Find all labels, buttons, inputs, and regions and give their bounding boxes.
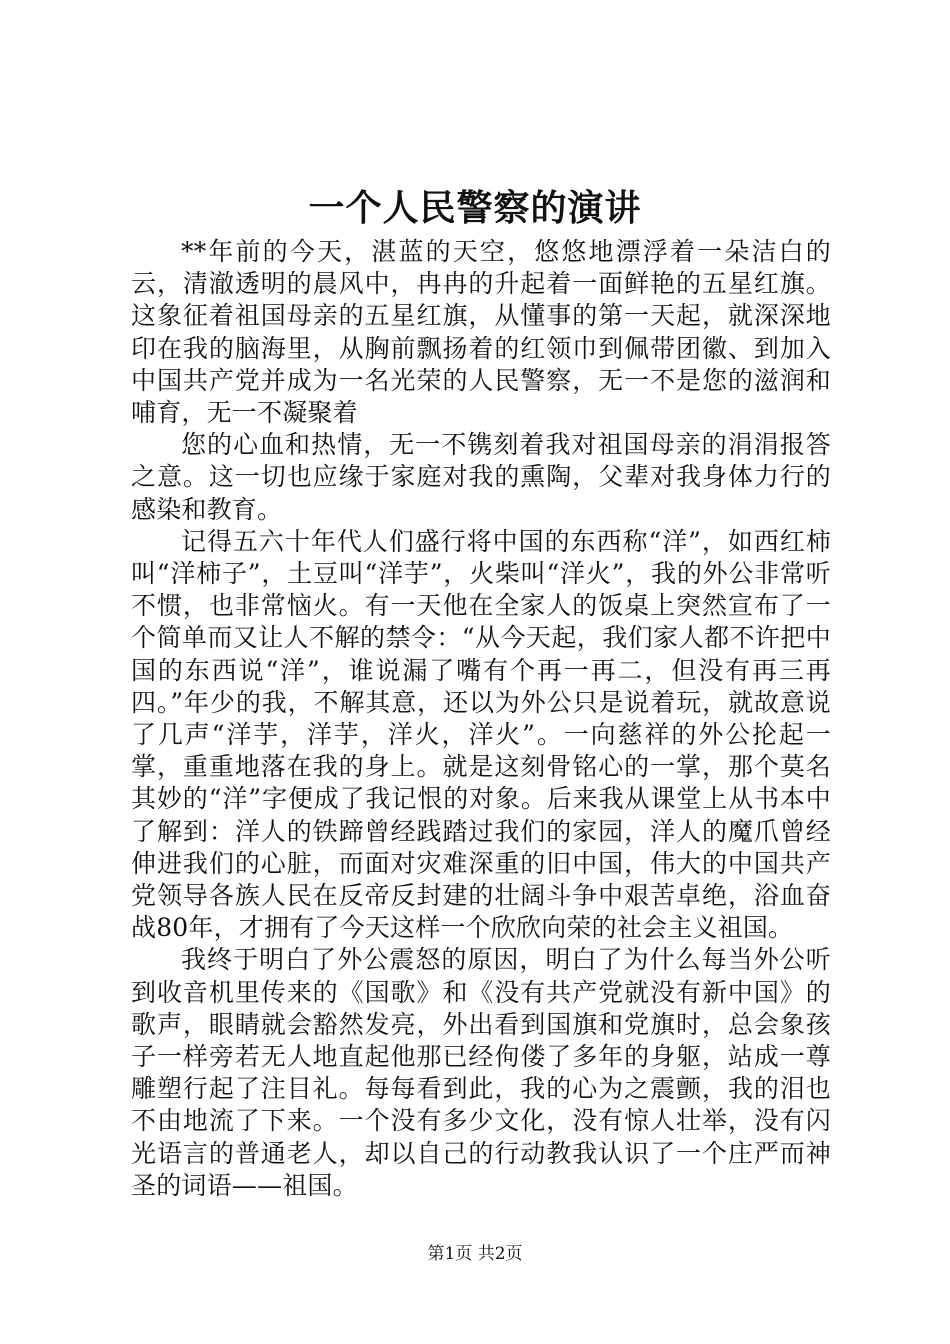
paragraph-3: 记得五六十年代人们盛行将中国的东西称“洋”，如西红柿叫“洋柿子”，土豆叫“洋芋”，火柴叫“洋火”，我的外公非常听不惯，也非常恼火。有一天他在全家人的饭桌上突然宣布了一个简单而又让人不解的禁令：“从今天起，我们家人都不许把中国的东西说“洋”，谁说漏了嘴有个再一再二，但没有再三再四。”年少的我，不解其意，还以为外公只是说着玩，就故意说了几声“洋芋，洋芋，洋火，洋火”。一向慈祥的外公抡起一掌，重重地落在我的身上。就是这刻骨铭心的一掌，那个莫名其妙的“洋”字便成了我记恨的对象。后来我从课堂上从书本中了解到：洋人的铁蹄曾经践踏过我们的家园，洋人的魔爪曾经伸进我们的心脏，而面对灾难深重的旧中国，伟大的中国共产党领导各族人民在反帝反封建的壮阔斗争中艰苦卓绝，浴血奋战80年，才拥有了今天这样一个欣欣向荣的社会主义祖国。 [131,526,831,943]
paragraph-1: **年前的今天，湛蓝的天空，悠悠地漂浮着一朵洁白的云，清澈透明的晨风中，冉冉的升起着一面鲜艳的五星红旗。这象征着祖国母亲的五星红旗，从懂事的第一天起，就深深地印在我的脑海里，从胸前飘扬着的红领巾到佩带团徽、到加入中国共产党并成为一名光荣的人民警察，无一不是您的滋润和哺育，无一不凝聚着 [131,237,831,428]
paragraph-2: 您的心血和热情，无一不镌刻着我对祖国母亲的涓涓报答之意。这一切也应缘于家庭对我的熏陶，父辈对我身体力行的感染和教育。 [131,430,831,524]
page-number-footer: 第1页 共2页 [427,1244,523,1264]
document-body [131,236,831,1202]
document-title: 一个人民警察的演讲 [308,187,642,229]
paragraph-4: 我终于明白了外公震怒的原因，明白了为什么每当外公听到收音机里传来的《国歌》和《没有共产党就没有新中国》的歌声，眼睛就会豁然发亮，外出看到国旗和党旗时，总会象孩子一样旁若无人地直起他那已经佝偻了多年的身躯，站成一尊雕塑行起了注目礼。每每看到此，我的心为之震颤，我的泪也不由地流了下来。一个没有多少文化，没有惊人壮举，没有闪光语言的普通老人，却以自己的行动教我认识了一个庄严而神圣的词语——祖国。 [131,945,831,1200]
